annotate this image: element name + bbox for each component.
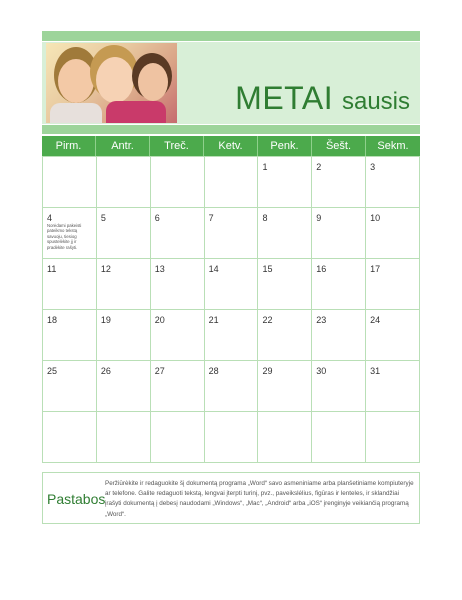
day-cell[interactable] (366, 361, 420, 412)
calendar-grid (42, 156, 420, 463)
day-number: 17 (370, 264, 381, 274)
day-cell[interactable] (258, 310, 312, 361)
day-number: 10 (370, 213, 381, 223)
day-cell[interactable] (366, 412, 420, 463)
week-row (43, 412, 420, 463)
day-number: 21 (208, 315, 219, 325)
day-number: 14 (208, 264, 219, 274)
day-number: 27 (154, 366, 165, 376)
day-number: 22 (262, 315, 273, 325)
week-row (43, 157, 420, 208)
day-cell[interactable] (151, 259, 205, 310)
week-row (43, 361, 420, 412)
day-cell[interactable] (43, 208, 97, 259)
day-cell[interactable] (205, 412, 259, 463)
weekday-tue: Antr. (96, 136, 150, 156)
day-number: 25 (47, 366, 58, 376)
day-number: 5 (100, 213, 106, 223)
day-cell[interactable] (151, 208, 205, 259)
day-cell[interactable] (205, 310, 259, 361)
day-number: 28 (208, 366, 219, 376)
day-number: 6 (154, 213, 160, 223)
children-photo (46, 43, 177, 123)
day-cell[interactable] (97, 310, 151, 361)
day-cell[interactable] (312, 157, 366, 208)
day-number: 3 (370, 162, 376, 172)
day-number: 18 (47, 315, 58, 325)
day-number: 16 (316, 264, 327, 274)
day-number: 9 (316, 213, 322, 223)
mid-accent-strip (42, 125, 420, 134)
day-cell[interactable] (312, 361, 366, 412)
day-number: 4 (47, 213, 53, 223)
weekday-wed: Treč. (150, 136, 204, 156)
day-number: 7 (208, 213, 214, 223)
weekday-header (42, 136, 420, 156)
week-row (43, 208, 420, 259)
day-cell[interactable] (43, 361, 97, 412)
weekday-sat: Šešt. (312, 136, 366, 156)
year-label: METAI (235, 80, 334, 116)
day-cell[interactable] (43, 412, 97, 463)
day-number: 12 (100, 264, 111, 274)
day-cell[interactable] (258, 259, 312, 310)
day-cell[interactable] (366, 157, 420, 208)
day-number: 8 (262, 213, 268, 223)
day-number: 11 (47, 264, 57, 274)
day-cell[interactable] (205, 157, 259, 208)
weekday-sun: Sekm. (377, 140, 409, 152)
day-cell[interactable] (258, 157, 312, 208)
day-cell[interactable] (151, 361, 205, 412)
week-row (43, 259, 420, 310)
day-number: 20 (154, 315, 165, 325)
day-number: 1 (262, 162, 268, 172)
week-row (43, 310, 420, 361)
day-cell[interactable] (43, 157, 97, 208)
day-number: 19 (100, 315, 111, 325)
cell-note: Norėdami pakeisti pateikmo tekstą savuoju, tiesiog spustelėkite jį ir pradėkite rašyti. (47, 223, 82, 250)
day-cell[interactable] (366, 259, 420, 310)
day-cell[interactable] (97, 157, 151, 208)
day-cell[interactable] (151, 412, 205, 463)
day-cell[interactable] (43, 259, 97, 310)
weekday-fri: Penk. (258, 136, 312, 156)
day-number: 23 (316, 315, 327, 325)
day-cell[interactable] (258, 412, 312, 463)
day-cell[interactable] (366, 208, 420, 259)
day-number: 29 (262, 366, 273, 376)
day-cell[interactable] (97, 412, 151, 463)
day-cell[interactable] (97, 208, 151, 259)
month-label: sausis (341, 88, 410, 115)
day-cell[interactable] (97, 259, 151, 310)
day-cell[interactable] (205, 259, 259, 310)
day-cell[interactable] (312, 412, 366, 463)
day-number: 24 (370, 315, 381, 325)
day-cell[interactable] (43, 310, 97, 361)
notes-box[interactable] (42, 472, 420, 524)
day-number: 13 (154, 264, 165, 274)
day-number: 2 (316, 162, 322, 172)
month-title (200, 80, 410, 120)
day-cell[interactable] (205, 208, 259, 259)
day-cell[interactable] (258, 361, 312, 412)
day-cell[interactable] (151, 157, 205, 208)
weekday-thu: Ketv. (204, 136, 258, 156)
day-cell[interactable] (258, 208, 312, 259)
day-number: 26 (100, 366, 111, 376)
day-number: 15 (262, 264, 273, 274)
day-cell[interactable] (205, 361, 259, 412)
day-number: 31 (370, 366, 381, 376)
day-cell[interactable] (312, 310, 366, 361)
day-cell[interactable] (97, 361, 151, 412)
day-cell[interactable] (366, 310, 420, 361)
day-number: 30 (316, 366, 327, 376)
day-cell[interactable] (151, 310, 205, 361)
day-cell[interactable] (312, 259, 366, 310)
notes-text: Peržiūrėkite ir redaguokite šį dokumentą programa „Word“ savo asmeniniame arba planšetiniame kompiuteryje ar telefone. Galite redaguoti tekstą, lengvai įterpti turinį, pvz., paveikslėlius, figūras ir lenteles, ir sklandžiai įrašyti dokumentą į debesį naudodami „Windows“, „Mac“, „Android“ arba „iOS“ įrenginyje veikiančią programą „Word“. (105, 480, 414, 518)
day-cell[interactable] (312, 208, 366, 259)
notes-label: Pastabos (47, 491, 106, 507)
top-accent-strip (42, 31, 420, 41)
weekday-mon: Pirm. (42, 136, 96, 156)
